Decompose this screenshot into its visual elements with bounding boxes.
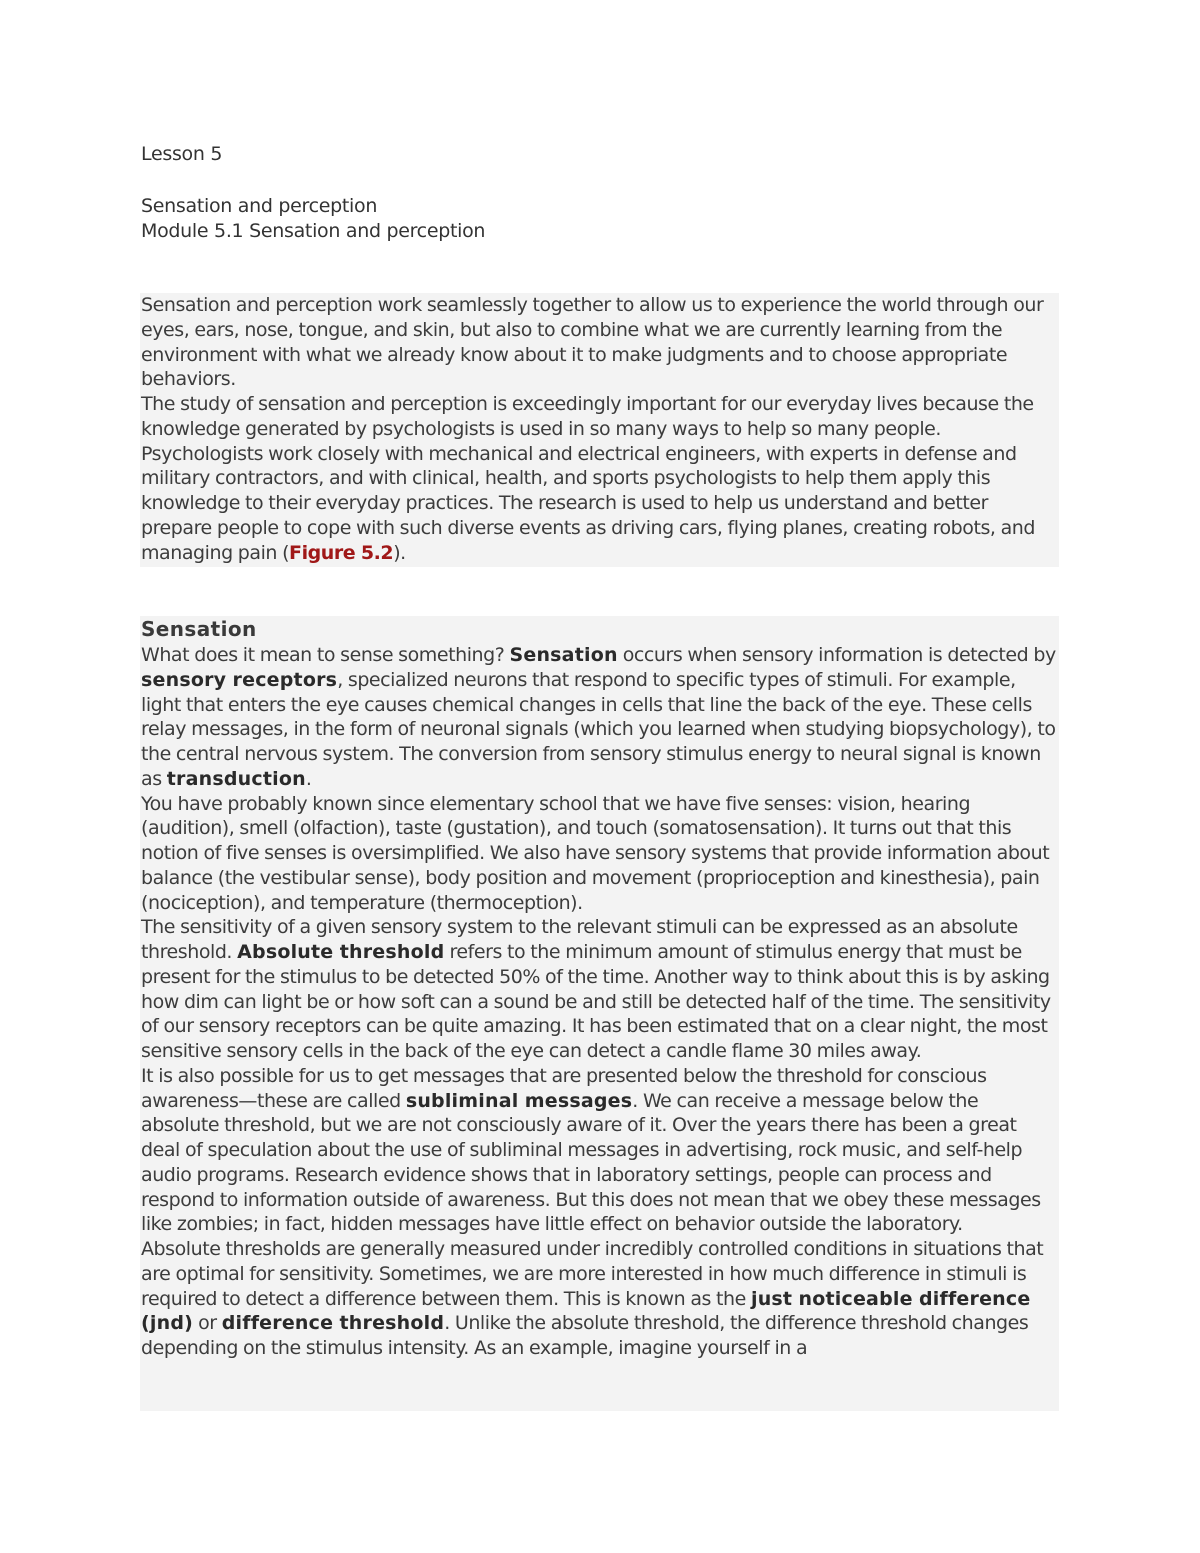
text-run: , specialized neurons that respond to specific types of stimuli. For example, light that enters the eye causes chemical changes in cells that line the back of the eye. These cells relay messages, in the form of neuronal signals (which you learned when studying biopsychology), to the central nervous system. The conversion from sensory stimulus energy to neural signal is known as — [141, 668, 1056, 790]
term-absolute-threshold: Absolute threshold — [237, 941, 445, 963]
text-run: . Unlike the absolute threshold, the difference threshold changes depending on the stimulus intensity. As an example, imagine yourself in a — [141, 1312, 1029, 1359]
text-run: It is also possible for us to get messages that are presented below the threshold for conscious awareness—these are called — [141, 1064, 987, 1112]
text-run: . We can receive a message below the absolute threshold, but we are not consciously aware of it. Over the years there has been a great deal of speculation about the use of subliminal messages in advertising, rock music, and self-help audio programs. Research evidence shows that in laboratory settings, people can process and respond to information outside of awareness. But this does not mean that we obey these messages like zombies; in fact, hidden messages have little effect on behavior outside the laboratory. — [141, 1089, 1041, 1236]
sensation-heading: Sensation — [141, 617, 257, 641]
text-run: The sensitivity of a given sensory system to the relevant stimuli can be expressed as an absolute threshold. — [141, 916, 1018, 963]
intro-paragraph-2-end: ). — [393, 541, 406, 564]
intro-paragraph-2 — [141, 392, 1057, 565]
intro-paragraph-1: Sensation and perception work seamlessly together to allow us to experience the world through our eyes, ears, nose, tongue, and skin, but also to combine what we are currently learning from the environment with what we already know about it to make judgments and to choose appropriate behaviors. — [141, 294, 1044, 391]
term-transduction: transduction — [166, 767, 306, 790]
text-run: or — [193, 1312, 222, 1335]
term-difference-threshold: difference threshold — [221, 1312, 445, 1335]
intro-section — [140, 293, 1059, 567]
text-run: . — [305, 767, 312, 790]
term-subliminal-messages: subliminal messages — [405, 1089, 633, 1112]
sensation-paragraph-3 — [141, 915, 1057, 1064]
sensation-section — [140, 616, 1059, 1411]
term-just-noticeable-difference: just noticeable difference (jnd) — [141, 1287, 1031, 1335]
text-run: What does it mean to sense something? — [141, 644, 510, 666]
sensation-paragraph-2: You have probably known since elementary school that we have five senses: vision, hearing (audition), smell (olfaction), taste (gustation), and touch (somatosensation). It turns out that this notion of five senses is oversimplified. We also have sensory systems that provide information about balance (the vestibular sense), body position and movement (proprioception and kinesthesia), pain (nociception), and temperature (thermoception). — [141, 792, 1050, 914]
module-title: Module 5.1 Sensation and perception — [141, 220, 486, 242]
text-run: Absolute thresholds are generally measured under incredibly controlled conditions in situations that are optimal for sensitivity. Sometimes, we are more interested in how much difference in stimuli is required to detect a difference between them. This is known as the — [141, 1238, 1044, 1310]
term-sensory-receptors: sensory receptors — [141, 668, 338, 691]
lesson-title: Lesson 5 — [141, 143, 223, 165]
sensation-paragraph-4 — [141, 1064, 1057, 1237]
figure-5-2-link[interactable]: Figure 5.2 — [289, 541, 394, 564]
sensation-paragraph-1 — [141, 643, 1057, 792]
text-run: refers to the minimum amount of stimulus energy that must be present for the stimulus to be detected 50% of the time. Another way to think about this is by asking how dim can light be or how soft can a sound be and still be detected half of the time. The sensitivity of our sensory receptors can be quite amazing. It has been estimated that on a clear night, the most sensitive sensory cells in the back of the eye can detect a candle flame 30 miles away. — [141, 941, 1051, 1062]
sensation-paragraph-5 — [141, 1237, 1057, 1361]
term-sensation: Sensation — [509, 644, 618, 666]
text-run: occurs when sensory information is detected by — [617, 644, 1056, 666]
topic-title: Sensation and perception — [141, 195, 378, 217]
intro-paragraph-2-text: The study of sensation and perception is exceedingly important for our everyday lives because the knowledge generated by psychologists is used in so many ways to help so many people. Psychologists work closely with mechanical and electrical engineers, with experts in defense and military contractors, and with clinical, health, and sports psychologists to help them apply this knowledge to their everyday practices. The research is used to help us understand and better prepare people to cope with such diverse events as driving cars, flying planes, creating robots, and managing pain ( — [141, 393, 1035, 564]
